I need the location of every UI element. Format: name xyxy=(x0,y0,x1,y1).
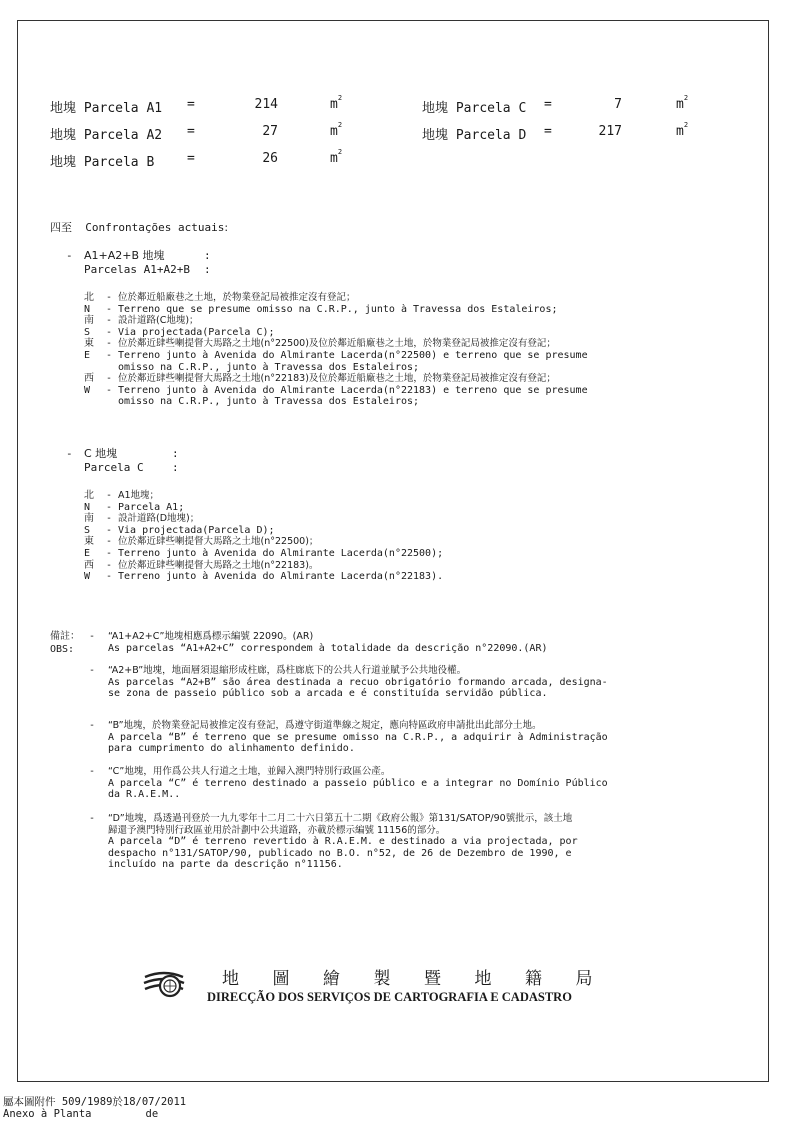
area-label-cn: 地塊 xyxy=(422,128,449,143)
confrontacao-line xyxy=(84,350,588,362)
area-unit: $m^2$ xyxy=(330,148,343,166)
group1-title-pt: Parcelas A1+A2+B xyxy=(84,263,190,276)
colon: : xyxy=(204,249,211,262)
obs-item xyxy=(89,813,578,871)
line-text: 位於鄰近肆些喇提督大馬路之土地(n°22500)； xyxy=(118,536,319,548)
area-value: 214 xyxy=(254,97,278,112)
obs-line: incluído na parte da descrição n°11156. xyxy=(108,859,343,871)
agency-name-pt: DIRECÇÃO DOS SERVIÇOS DE CARTOGRAFIA E CADASTRO xyxy=(207,990,572,1004)
obs-line: “C”地塊，用作爲公共人行道之土地，並歸入澳門特別行政區公產。 xyxy=(108,766,391,777)
obs-dash: - xyxy=(89,766,96,777)
line-dash: - xyxy=(105,536,113,548)
area-label-pt: Parcela A2 xyxy=(83,128,163,143)
area-value: 7 xyxy=(614,97,622,112)
line-text: Terreno que se presume omisso na C.R.P., junto à Travessa dos Estaleiros; xyxy=(118,303,558,315)
area-label-pt: Parcela D xyxy=(455,128,527,143)
obs-line: “B”地塊，於物業登記局被推定沒有登記，爲遵守街道準線之規定，應向特區政府申請批出此部分土地。 xyxy=(108,720,542,731)
area-row-b xyxy=(50,151,154,170)
group-dash: - xyxy=(66,447,73,460)
line-text: 位於鄰近肆些喇提督大馬路之土地(n°22183)。 xyxy=(118,559,319,571)
line-text: Terreno junto à Avenida do Almirante Lacerda(n°22183) e terreno que se presume xyxy=(118,384,588,396)
obs-line: A parcela “C” é terreno destinado a passeio público e a integrar no Domínio Público xyxy=(108,777,608,789)
line-dash: - xyxy=(105,350,113,361)
obs-line: A parcela “B” é terreno que se presume omisso na C.R.P., a adquirir à Administração xyxy=(108,731,608,743)
group1-title-cn: A1+A2+B 地塊 xyxy=(84,249,165,262)
direction-key: 南 xyxy=(84,315,94,327)
colon: : xyxy=(204,263,211,276)
confrontacao-line xyxy=(84,315,199,327)
confrontacao-line xyxy=(84,560,318,572)
group2-title-pt: Parcela C xyxy=(84,461,144,474)
obs-line: se zona de passeio público sob a arcada e é constituída servidão pública. xyxy=(108,688,548,700)
area-row-a2 xyxy=(50,124,162,143)
confrontacao-line xyxy=(84,502,184,514)
obs-line: 歸還予澳門特別行政區並用於計劃中公共道路，亦載於標示編號 11156的部分。 xyxy=(108,824,446,836)
line-dash: - xyxy=(105,524,113,536)
agency-char: 籍 xyxy=(525,969,542,988)
area-value: 27 xyxy=(262,124,278,139)
annex-line2: Anexo à Planta de xyxy=(3,1108,159,1120)
direction-key: 南 xyxy=(84,513,94,525)
direction-key: W xyxy=(84,384,91,396)
area-label-cn: 地塊 xyxy=(422,101,449,116)
direction-key: 西 xyxy=(84,559,94,571)
line-text: 位於鄰近肆些喇提督大馬路之土地(n°22183)及位於鄰近船廠巷之土地，於物業登記局被推定沒有登記； xyxy=(118,373,556,385)
line-dash: - xyxy=(105,548,113,559)
area-label-pt: Parcela C xyxy=(455,101,527,116)
obs-dash: - xyxy=(89,631,96,642)
area-value: 26 xyxy=(262,151,278,166)
line-dash: - xyxy=(105,315,113,327)
annex-note xyxy=(3,1096,186,1120)
area-row-a1 xyxy=(50,97,162,116)
group-dash: - xyxy=(66,249,73,262)
obs-item xyxy=(89,720,608,755)
confrontacao-line xyxy=(84,385,588,397)
line-dash: - xyxy=(105,571,113,583)
direction-key: W xyxy=(84,571,91,583)
obs-line: A parcela “D” é terreno revertido à R.A.E.M. e destinado a via projectada, por xyxy=(108,836,578,848)
obs-line: “D”地塊，爲透過刊登於一九九零年十二月二十六日第五十二期《政府公報》第131/SATOP/90號批示，該土地 xyxy=(108,813,573,824)
confrontacao-line xyxy=(84,362,419,374)
area-value: 217 xyxy=(598,124,622,139)
area-unit: $m^2$ xyxy=(676,94,689,112)
obs-dash: - xyxy=(89,665,96,676)
area-label-cn: 地塊 xyxy=(50,155,77,170)
line-text: Terreno junto à Avenida do Almirante Lacerda(n°22500) e terreno que se presume xyxy=(118,350,588,361)
line-dash: - xyxy=(105,384,113,396)
line-text: Via projectada(Parcela C); xyxy=(118,326,275,338)
area-unit: $m^2$ xyxy=(676,121,689,139)
obs-line: despacho n°131/SATOP/90, publicado no B.O. n°52, de 26 de Dezembro de 1990, e xyxy=(108,847,572,859)
confrontacao-line xyxy=(84,548,443,560)
line-text: 設計道路(C地塊)； xyxy=(118,315,199,327)
equals-sign: = xyxy=(187,151,195,166)
obs-label-cn: 備註： xyxy=(50,631,80,642)
direction-key: N xyxy=(84,303,91,315)
confrontacao-line xyxy=(84,536,318,548)
line-text: Terreno junto à Avenida do Almirante Lacerda(n°22500); xyxy=(118,548,444,559)
group2-title-cn: C 地塊 xyxy=(84,447,118,460)
colon: : xyxy=(172,447,179,460)
area-row-d xyxy=(422,124,526,143)
line-dash: - xyxy=(105,338,113,350)
equals-sign: = xyxy=(187,124,195,139)
direction-key: 東 xyxy=(84,338,94,350)
confrontacao-line xyxy=(84,513,199,525)
obs-line: “A1+A2+C”地塊相應爲標示編號 22090。(AR) xyxy=(108,631,314,642)
dscc-logo-icon xyxy=(143,967,185,1001)
area-label-pt: Parcela A1 xyxy=(83,101,163,116)
confrontacao-line xyxy=(84,525,275,537)
direction-key: 東 xyxy=(84,536,94,548)
line-dash: - xyxy=(105,326,113,338)
confrontacao-line xyxy=(84,304,558,316)
obs-line: para cumprimento do alinhamento definido. xyxy=(108,743,355,755)
confrontacoes-heading: 四至 Confrontações actuais: xyxy=(50,221,229,234)
area-row-c xyxy=(422,97,526,116)
equals-sign: = xyxy=(544,124,552,139)
confrontacao-line xyxy=(84,292,356,304)
area-unit: $m^2$ xyxy=(330,94,343,112)
line-text: Parcela A1; xyxy=(118,501,185,513)
direction-key: E xyxy=(84,548,91,559)
line-text: 設計道路(D地塊)； xyxy=(118,513,200,525)
direction-key: E xyxy=(84,350,91,361)
agency-char: 圖 xyxy=(272,969,290,988)
annex-line1: 屬本圖附件 509/1989於18/07/2011 xyxy=(3,1096,187,1108)
line-dash: - xyxy=(105,490,113,501)
colon: : xyxy=(172,461,179,474)
area-label-cn: 地塊 xyxy=(50,128,77,143)
agency-char: 暨 xyxy=(424,969,441,988)
line-text: 位於鄰近肆些喇提督大馬路之土地(n°22500)及位於鄰近船廠巷之土地，於物業登記局被推定沒有登記； xyxy=(118,338,556,350)
confrontacao-line xyxy=(84,571,443,583)
area-label-cn: 地塊 xyxy=(50,101,77,116)
obs-label-pt: OBS: xyxy=(50,644,75,655)
line-text: Via projectada(Parcela D); xyxy=(118,524,275,536)
direction-key: S xyxy=(84,524,91,536)
obs-dash: - xyxy=(89,813,96,824)
agency-char: 地 xyxy=(222,969,239,988)
line-text: Terreno junto à Avenida do Almirante Lacerda(n°22183). xyxy=(118,571,444,583)
confrontacao-line xyxy=(84,373,556,385)
obs-line: As parcelas “A1+A2+C” correspondem à totalidade da descrição n°22090.(AR) xyxy=(108,642,548,654)
obs-line: “A2+B”地塊，地面層須退縮形成柱廊，爲柱廊底下的公共人行道並賦予公共地役權。 xyxy=(108,665,467,676)
direction-key: N xyxy=(84,501,91,513)
line-text: 位於鄰近船廠巷之土地，於物業登記局被推定沒有登記； xyxy=(118,292,356,303)
obs-line: As parcelas “A2+B” são área destinada a recuo obrigatório formando arcada, designa- xyxy=(108,676,608,688)
obs-item xyxy=(89,766,608,801)
agency-char: 繪 xyxy=(323,969,340,988)
direction-key: S xyxy=(84,326,91,338)
obs-dash: - xyxy=(89,720,96,731)
equals-sign: = xyxy=(187,97,195,112)
line-dash: - xyxy=(105,373,113,385)
obs-item xyxy=(108,631,548,654)
line-dash: - xyxy=(105,559,113,571)
obs-line: da R.A.E.M.. xyxy=(108,789,181,801)
line-dash: - xyxy=(105,303,113,315)
confrontacao-line xyxy=(84,396,419,408)
equals-sign: = xyxy=(544,97,552,112)
agency-char: 製 xyxy=(373,969,391,988)
line-dash: - xyxy=(105,292,113,303)
line-dash: - xyxy=(105,501,113,513)
obs-item xyxy=(89,665,608,700)
agency-char: 局 xyxy=(575,969,593,988)
agency-char: 地 xyxy=(474,969,492,988)
confrontacao-line xyxy=(84,338,556,350)
area-label-pt: Parcela B xyxy=(83,155,155,170)
area-unit: $m^2$ xyxy=(330,121,343,139)
confrontacao-line xyxy=(84,490,159,502)
direction-key: 西 xyxy=(84,373,94,385)
line-text: A1地塊； xyxy=(118,490,160,501)
line-text: omisso na C.R.P., junto à Travessa dos Estaleiros; xyxy=(118,361,420,373)
line-text: omisso na C.R.P., junto à Travessa dos Estaleiros; xyxy=(118,396,420,408)
direction-key: 北 xyxy=(84,490,94,501)
line-dash: - xyxy=(105,513,113,525)
confrontacao-line xyxy=(84,327,275,339)
direction-key: 北 xyxy=(84,292,94,303)
